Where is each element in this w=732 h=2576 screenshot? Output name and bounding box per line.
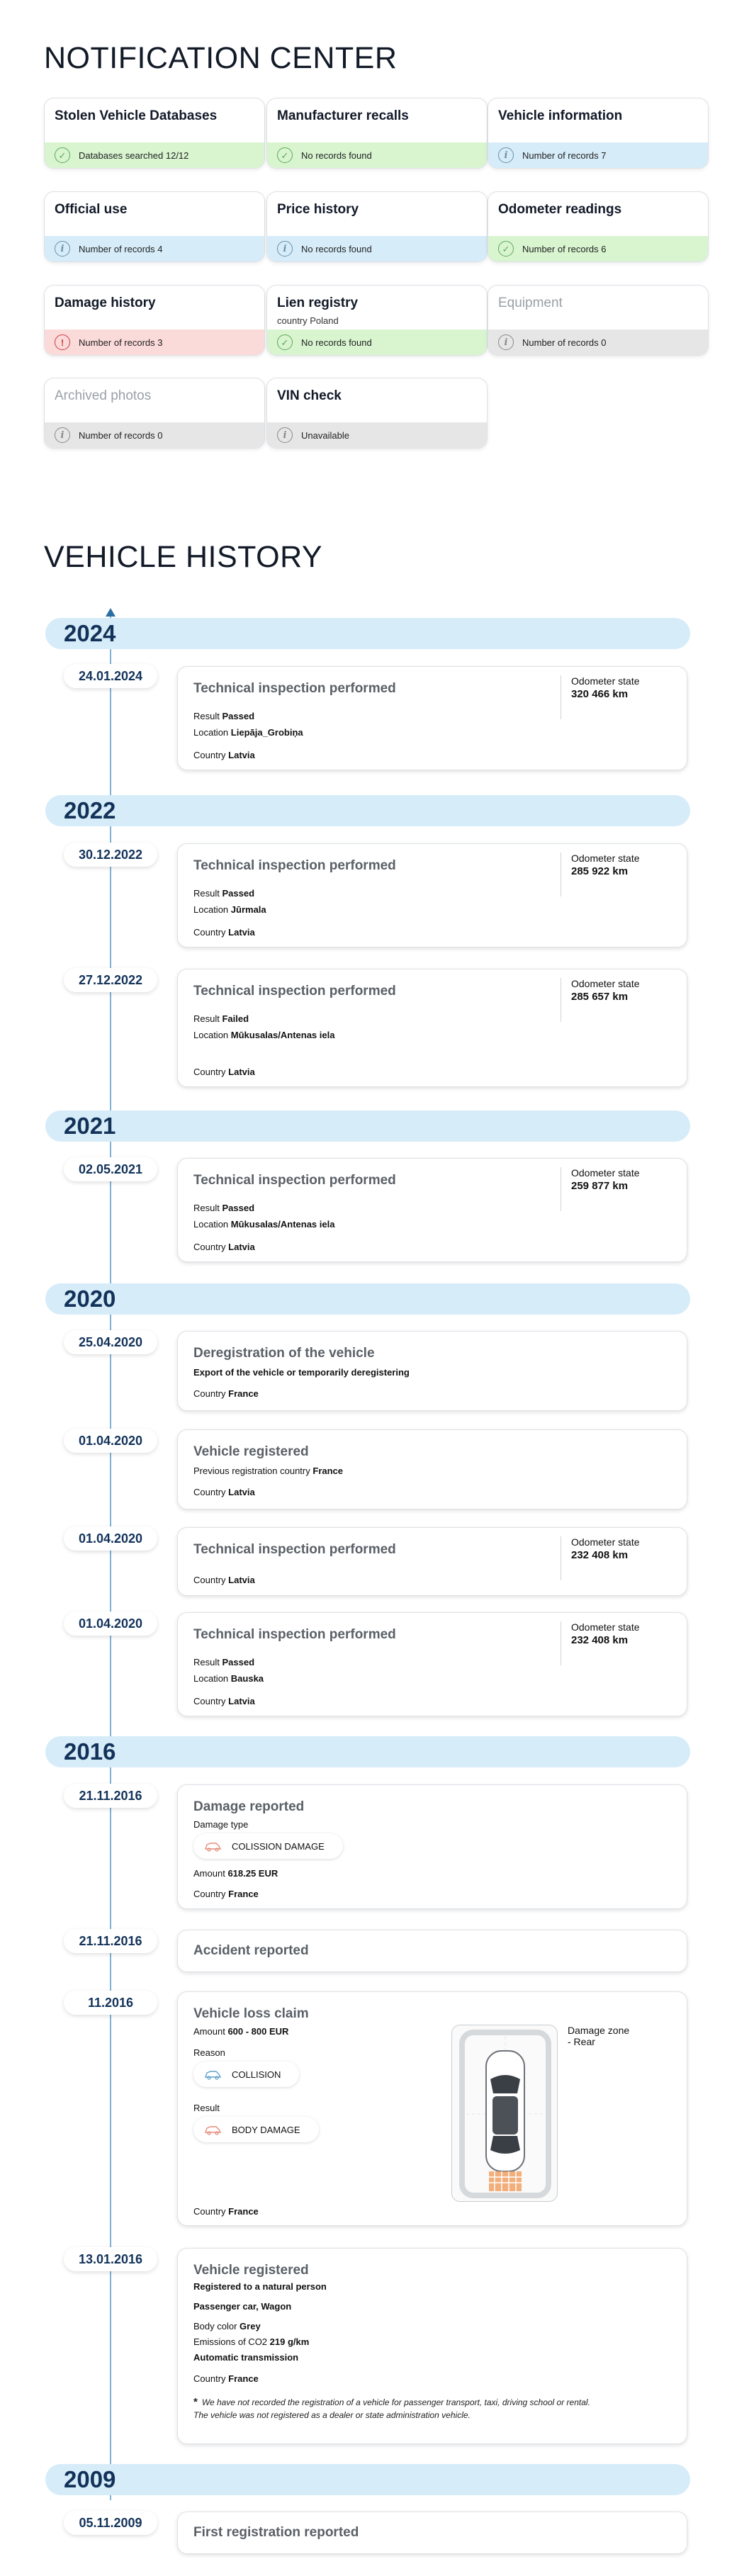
event-title: Vehicle registered <box>193 2263 309 2278</box>
event-card <box>177 1991 687 2226</box>
event-date: 30.12.2022 <box>64 843 157 867</box>
notification-status-text: Number of records 6 <box>522 243 607 254</box>
registration-note: The vehicle was not registered as a dealer or state administration vehicle. <box>193 2410 471 2420</box>
event-card <box>177 1429 687 1509</box>
timeline-axis <box>110 617 111 2500</box>
notification-card-subtitle: country Poland <box>277 315 339 326</box>
event-card <box>177 1784 687 1909</box>
notification-status-bar <box>267 142 487 168</box>
odometer-state: Odometer state 232 408 km <box>561 1621 640 1665</box>
notification-status-text: Number of records 0 <box>79 429 163 441</box>
event-date: 25.04.2020 <box>64 1330 157 1354</box>
event-result: Result Passed <box>193 888 255 899</box>
notification-status-text: Number of records 4 <box>79 243 163 254</box>
year-header: 2024 <box>45 618 690 649</box>
result-pill: BODY DAMAGE <box>193 2117 319 2142</box>
event-date: 24.01.2024 <box>64 664 157 688</box>
event-title: Technical inspection performed <box>193 858 396 873</box>
info-icon: i <box>498 147 514 163</box>
notification-card[interactable] <box>488 285 709 356</box>
event-title: Technical inspection performed <box>193 984 396 999</box>
info-icon: i <box>277 241 293 257</box>
event-card <box>177 843 687 947</box>
event-amount: Amount 618.25 EUR <box>193 1868 278 1879</box>
event-vehicle-type: Passenger car, Wagon <box>193 2301 292 2312</box>
event-location: Location Jūrmala <box>193 904 266 915</box>
event-country: Country Latvia <box>193 1242 255 1252</box>
notification-card[interactable] <box>488 191 709 262</box>
notification-status-text: Number of records 0 <box>522 337 607 348</box>
event-title: Technical inspection performed <box>193 1173 396 1188</box>
event-result: Result Failed <box>193 1013 249 1024</box>
notification-status-bar <box>267 422 487 448</box>
odometer-state: Odometer state 285 922 km <box>561 853 640 896</box>
timeline-arrow-icon <box>106 608 116 617</box>
notification-card-title: Vehicle information <box>498 108 623 123</box>
notification-status-text: Number of records 3 <box>79 337 163 348</box>
event-country: Country France <box>193 2206 259 2217</box>
notification-card[interactable] <box>44 285 265 356</box>
year-header: 2009 <box>45 2464 690 2495</box>
event-result: Result Passed <box>193 1203 255 1213</box>
notification-status-bar <box>267 330 487 355</box>
alert-icon: ! <box>55 334 70 350</box>
event-country: Country Latvia <box>193 1067 255 1077</box>
odometer-state: Odometer state 232 408 km <box>561 1536 640 1580</box>
car-damage-icon <box>203 1840 222 1852</box>
collision-icon <box>203 2069 222 2080</box>
event-title: Vehicle registered <box>193 1444 309 1459</box>
notification-status-bar <box>488 236 708 261</box>
event-location: Location Bauska <box>193 1673 264 1684</box>
event-country: Country Latvia <box>193 1575 255 1585</box>
notification-card-title: Price history <box>277 202 359 217</box>
car-topview-icon <box>452 2025 558 2203</box>
damage-type-label: Damage type <box>193 1819 249 1830</box>
event-date: 02.05.2021 <box>64 1157 157 1181</box>
notification-status-text: Databases searched 12/12 <box>79 150 189 161</box>
event-title: Deregistration of the vehicle <box>193 1346 375 1361</box>
notification-card-title: VIN check <box>277 388 342 403</box>
notification-card[interactable] <box>44 191 265 262</box>
info-icon: i <box>277 427 293 443</box>
year-header: 2022 <box>45 795 690 826</box>
event-country: Country France <box>193 2373 259 2384</box>
year-header: 2020 <box>45 1283 690 1315</box>
notification-card[interactable] <box>266 378 488 449</box>
notification-center-title: NOTIFICATION CENTER <box>44 41 398 75</box>
result-label: Result <box>193 2103 220 2113</box>
notification-status-bar <box>45 236 264 261</box>
event-card <box>177 2512 687 2554</box>
notification-status-bar <box>488 330 708 355</box>
damage-pill: COLISSION DAMAGE <box>193 1833 343 1859</box>
event-title: Vehicle loss claim <box>193 2006 309 2021</box>
event-country: Country Latvia <box>193 1696 255 1706</box>
event-date: 11.2016 <box>64 1991 157 2015</box>
notification-status-bar <box>267 236 487 261</box>
notification-status-bar <box>45 330 264 355</box>
notification-card[interactable] <box>266 191 488 262</box>
event-country: Country France <box>193 1388 259 1399</box>
event-co2: Emissions of CO2 219 g/km <box>193 2336 310 2347</box>
year-header: 2021 <box>45 1110 690 1142</box>
event-prev-country: Previous registration country France <box>193 1466 344 1476</box>
notification-card-title: Odometer readings <box>498 202 622 217</box>
event-location: Location Liepāja_Grobiņa <box>193 727 303 738</box>
check-icon: ✓ <box>55 147 70 163</box>
notification-status-text: Unavailable <box>301 429 349 441</box>
notification-card[interactable] <box>488 98 709 169</box>
event-card <box>177 969 687 1087</box>
body-damage-icon <box>203 2124 222 2135</box>
event-card <box>177 666 687 770</box>
notification-status-bar <box>488 142 708 168</box>
event-result: Result Passed <box>193 711 255 721</box>
event-date: 01.04.2020 <box>64 1526 157 1551</box>
event-card <box>177 1527 687 1596</box>
event-title: Damage reported <box>193 1799 305 1814</box>
event-location: Location Mūkusalas/Antenas iela <box>193 1219 335 1230</box>
notification-card-title: Damage history <box>55 296 156 310</box>
damage-zone-label: Damage zone - Rear <box>568 2025 630 2047</box>
event-title: Technical inspection performed <box>193 1627 396 1642</box>
notification-status-text: No records found <box>301 150 372 161</box>
odometer-state: Odometer state 320 466 km <box>561 675 640 719</box>
event-card <box>177 2248 687 2444</box>
event-date: 21.11.2016 <box>64 1929 157 1953</box>
event-country: Country Latvia <box>193 1487 255 1497</box>
check-icon: ✓ <box>277 334 293 350</box>
notification-card-title: Lien registry <box>277 296 359 310</box>
event-country: Country Latvia <box>193 750 255 760</box>
event-card <box>177 1331 687 1411</box>
notification-card[interactable] <box>44 98 265 169</box>
event-color: Body color Grey <box>193 2321 261 2332</box>
notification-card-title: Stolen Vehicle Databases <box>55 108 218 123</box>
info-icon: i <box>55 241 70 257</box>
check-icon: ✓ <box>498 241 514 257</box>
notification-status-text: No records found <box>301 243 372 254</box>
event-country: Country France <box>193 1889 259 1899</box>
notification-card-title: Equipment <box>498 296 563 310</box>
notification-card-title: Manufacturer recalls <box>277 108 409 123</box>
odometer-state: Odometer state 259 877 km <box>561 1167 640 1211</box>
info-icon: i <box>55 427 70 443</box>
event-card <box>177 1930 687 1972</box>
notification-status-text: Number of records 7 <box>522 150 607 161</box>
event-card <box>177 1612 687 1716</box>
event-transmission: Automatic transmission <box>193 2352 299 2363</box>
damage-zone-diagram <box>451 2025 558 2202</box>
notification-status-bar <box>45 142 264 168</box>
event-result: Result Passed <box>193 1657 255 1667</box>
vehicle-history-title: VEHICLE HISTORY <box>44 540 323 574</box>
event-date: 01.04.2020 <box>64 1429 157 1453</box>
event-owner: Registered to a natural person <box>193 2281 327 2292</box>
registration-note: * We have not recorded the registration of a vehicle for passenger transport, taxi, driving school or rental. <box>193 2396 590 2408</box>
event-title: Accident reported <box>193 1943 309 1958</box>
notification-card-title: Official use <box>55 202 128 217</box>
notification-card[interactable] <box>266 98 488 169</box>
notification-card[interactable] <box>44 378 265 449</box>
event-amount: Amount 600 - 800 EUR <box>193 2026 289 2037</box>
event-date: 01.04.2020 <box>64 1612 157 1636</box>
reason-pill: COLLISION <box>193 2062 299 2087</box>
event-date: 27.12.2022 <box>64 968 157 992</box>
odometer-state: Odometer state 285 657 km <box>561 978 640 1022</box>
event-title: Technical inspection performed <box>193 681 396 696</box>
event-title: Technical inspection performed <box>193 1542 396 1557</box>
info-icon: i <box>498 334 514 350</box>
year-header: 2016 <box>45 1736 690 1767</box>
event-date: 05.11.2009 <box>64 2511 157 2535</box>
reason-label: Reason <box>193 2047 225 2058</box>
event-card <box>177 1158 687 1262</box>
notification-status-text: No records found <box>301 337 372 348</box>
notification-status-bar <box>45 422 264 448</box>
check-icon: ✓ <box>277 147 293 163</box>
notification-card-title: Archived photos <box>55 388 152 403</box>
event-location: Location Mūkusalas/Antenas iela <box>193 1030 335 1040</box>
event-country: Country Latvia <box>193 927 255 938</box>
notification-card[interactable] <box>266 285 488 356</box>
event-date: 13.01.2016 <box>64 2247 157 2271</box>
event-detail: Export of the vehicle or temporarily deregistering <box>193 1367 410 1378</box>
event-date: 21.11.2016 <box>64 1784 157 1808</box>
event-title: First registration reported <box>193 2525 359 2540</box>
